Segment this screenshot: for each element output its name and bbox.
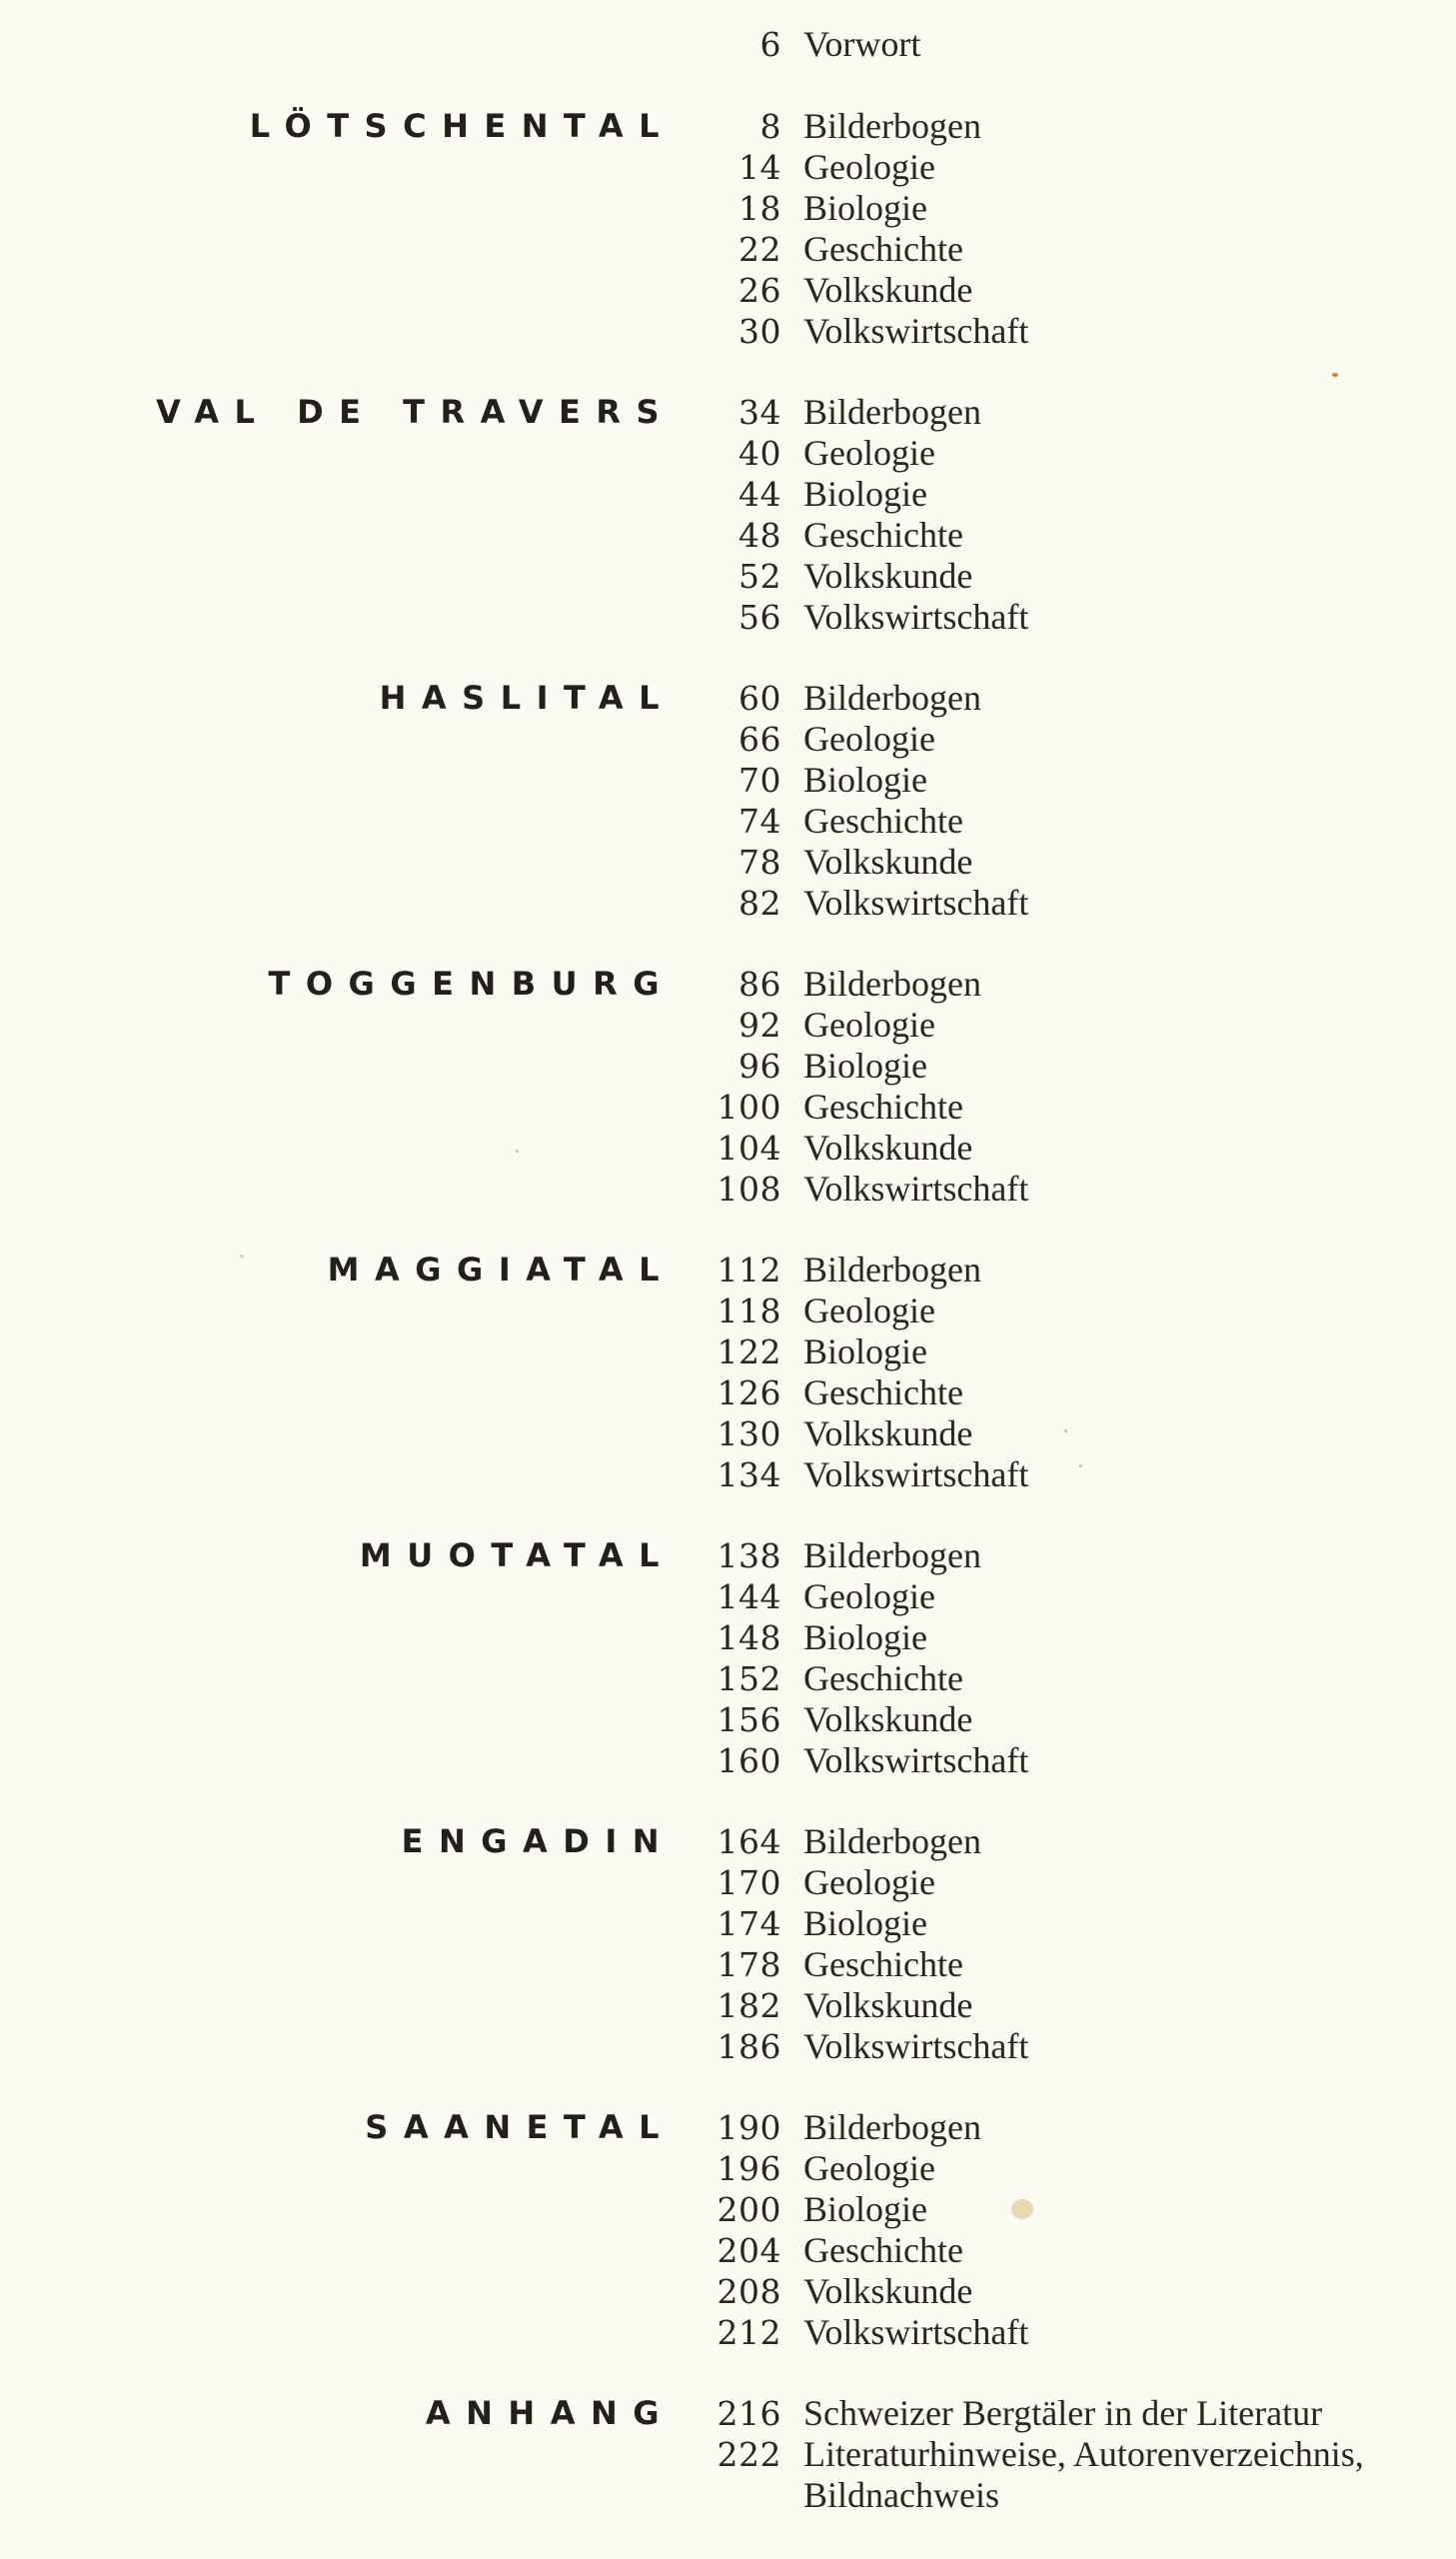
toc-page-number: 96 — [738, 1047, 781, 1086]
toc-entry — [0, 2026, 1456, 2067]
toc-entry-title: Bilderbogen — [803, 2107, 981, 2147]
paper-speck — [1079, 1464, 1082, 1467]
toc-page-number: 100 — [717, 1088, 781, 1127]
toc-page-number: 22 — [738, 230, 781, 269]
toc-entry — [0, 2312, 1456, 2353]
toc-entry — [0, 1250, 1456, 1290]
toc-entry — [0, 106, 1456, 147]
toc-entry — [0, 1985, 1456, 2026]
toc-page-number: 126 — [717, 1373, 781, 1412]
toc-page-number: 104 — [717, 1129, 781, 1168]
toc-page-number: 40 — [738, 434, 781, 473]
toc-entry — [0, 229, 1456, 270]
toc-entry — [0, 2230, 1456, 2271]
toc-entry — [0, 311, 1456, 352]
toc-page-number: 18 — [738, 189, 781, 228]
toc-entry-title: Geologie — [803, 433, 935, 473]
toc-entry — [0, 1128, 1456, 1169]
toc-entry-title: Volkswirtschaft — [803, 2312, 1029, 2352]
toc-page-number: 134 — [717, 1455, 781, 1494]
toc-page-number: 174 — [717, 1904, 781, 1943]
toc-entry-title: Geologie — [803, 147, 935, 187]
toc-page-number: 74 — [738, 802, 781, 841]
toc-page-number: 60 — [738, 679, 781, 718]
toc-entry-title: Volkskunde — [803, 1128, 973, 1168]
toc-entry — [0, 2148, 1456, 2189]
section-heading: ENGADIN — [401, 1822, 675, 1860]
toc-entry-title: Bilderbogen — [803, 1535, 981, 1575]
toc-page-number: 190 — [717, 2108, 781, 2147]
toc-page-number: 6 — [759, 25, 781, 64]
toc-entry-title: Volkskunde — [803, 1985, 973, 2025]
toc-page-number: 78 — [738, 843, 781, 882]
toc-entry-title: Geschichte — [803, 1658, 963, 1698]
toc-entry — [0, 678, 1456, 719]
toc-entry-title: Volkskunde — [803, 1699, 973, 1739]
toc-entry — [0, 842, 1456, 883]
paper-speck — [1332, 373, 1338, 377]
toc-entry-title: Bildnachweis — [803, 2475, 999, 2515]
toc-entry — [0, 1169, 1456, 1210]
toc-entry — [0, 147, 1456, 188]
toc-entry-title: Volkskunde — [803, 842, 973, 882]
toc-entry-title: Volkswirtschaft — [803, 311, 1029, 351]
toc-entry — [0, 1535, 1456, 1576]
paper-speck — [240, 1255, 244, 1258]
toc-entry — [0, 1821, 1456, 1862]
toc-page-number: 138 — [717, 1536, 781, 1575]
toc-entry-title: Biologie — [803, 1046, 927, 1086]
toc-entry — [0, 2189, 1456, 2230]
toc-page-number: 156 — [717, 1700, 781, 1739]
paper-speck — [1011, 2199, 1033, 2219]
toc-page-number: 26 — [738, 271, 781, 310]
toc-entry — [0, 474, 1456, 515]
toc-entry — [0, 1372, 1456, 1413]
toc-entry-title: Geschichte — [803, 1372, 963, 1412]
toc-entry-title: Geschichte — [803, 515, 963, 555]
toc-page-number: 186 — [717, 2027, 781, 2066]
toc-entry — [0, 964, 1456, 1005]
toc-entry — [0, 392, 1456, 433]
toc-page-number: 44 — [738, 475, 781, 514]
toc-entry — [0, 1658, 1456, 1699]
toc-entry-title: Geschichte — [803, 801, 963, 841]
toc-page-number: 216 — [717, 2394, 781, 2433]
paper-speck — [516, 1150, 519, 1153]
toc-entry-title: Volkskunde — [803, 270, 973, 310]
toc-page-number: 130 — [717, 1414, 781, 1453]
toc-entry-title: Literaturhinweise, Autorenverzeichnis, — [803, 2434, 1364, 2474]
toc-page-number: 82 — [738, 884, 781, 923]
toc-entry — [0, 188, 1456, 229]
toc-entry — [0, 1903, 1456, 1944]
section-heading: MUOTATAL — [359, 1536, 675, 1574]
toc-entry-title: Geologie — [803, 2148, 935, 2188]
toc-entry-title: Volkswirtschaft — [803, 1740, 1029, 1780]
toc-page-number: 122 — [717, 1332, 781, 1371]
toc-page-number: 48 — [738, 516, 781, 555]
toc-entry — [0, 1454, 1456, 1495]
toc-page-number: 164 — [717, 1822, 781, 1861]
toc-entry — [0, 1944, 1456, 1985]
toc-page-number: 8 — [759, 107, 781, 146]
toc-page-number: 212 — [717, 2313, 781, 2352]
toc-page-number: 92 — [738, 1006, 781, 1045]
toc-entry-title: Bilderbogen — [803, 106, 981, 146]
toc-page-number: 70 — [738, 761, 781, 800]
toc-entry — [0, 1576, 1456, 1617]
toc-page-number: 196 — [717, 2149, 781, 2188]
toc-entry-title: Geologie — [803, 1576, 935, 1616]
toc-entry — [0, 1331, 1456, 1372]
toc-page-number: 108 — [717, 1170, 781, 1209]
toc-page-number: 170 — [717, 1863, 781, 1902]
toc-entry-title: Biologie — [803, 760, 927, 800]
toc-page-number: 112 — [717, 1251, 781, 1289]
toc-entry-title: Biologie — [803, 188, 927, 228]
toc-entry — [0, 801, 1456, 842]
toc-entry-title: Geologie — [803, 1862, 935, 1902]
toc-entry — [0, 719, 1456, 760]
toc-page-number: 204 — [717, 2231, 781, 2270]
section-heading: TOGGENBURG — [268, 965, 675, 1003]
toc-entry-title: Geschichte — [803, 1944, 963, 1984]
toc-entry-title: Vorwort — [803, 24, 921, 64]
toc-entry — [0, 515, 1456, 556]
toc-entry — [0, 433, 1456, 474]
toc-entry-title: Biologie — [803, 1331, 927, 1371]
toc-entry — [0, 1290, 1456, 1331]
toc-entry-title: Geologie — [803, 719, 935, 759]
section-heading: HASLITAL — [379, 679, 675, 717]
toc-entry-title: Geologie — [803, 1290, 935, 1330]
toc-entry-title: Bilderbogen — [803, 964, 981, 1004]
toc-entry — [0, 760, 1456, 801]
toc-entry-title: Geschichte — [803, 1087, 963, 1127]
toc-entry-title: Volkskunde — [803, 2271, 973, 2311]
toc-entry-title: Volkskunde — [803, 1413, 973, 1453]
toc-entry — [0, 883, 1456, 924]
toc-page-number: 178 — [717, 1945, 781, 1984]
toc-entry — [0, 2434, 1456, 2475]
toc-page-number: 152 — [717, 1659, 781, 1698]
section-heading: LÖTSCHENTAL — [249, 107, 675, 145]
toc-entry-title: Volkswirtschaft — [803, 883, 1029, 923]
toc-page-number: 182 — [717, 1986, 781, 2025]
section-heading: SAANETAL — [365, 2108, 675, 2146]
toc-entry — [0, 597, 1456, 638]
toc-entry-title: Biologie — [803, 474, 927, 514]
toc-entry-title: Bilderbogen — [803, 1821, 981, 1861]
toc-entry — [0, 270, 1456, 311]
toc-entry-title: Bilderbogen — [803, 392, 981, 432]
toc-entry — [0, 556, 1456, 597]
toc-entry — [0, 1699, 1456, 1740]
toc-entry — [0, 1740, 1456, 1781]
toc-entry — [0, 2475, 1456, 2516]
toc-page-number: 30 — [738, 312, 781, 351]
toc-page-number: 148 — [717, 1618, 781, 1657]
toc-entry-title: Geologie — [803, 1005, 935, 1045]
toc-entry — [0, 1046, 1456, 1087]
toc-page-number: 200 — [717, 2190, 781, 2229]
toc-page-number: 118 — [717, 1291, 781, 1330]
toc-entry-title: Volkswirtschaft — [803, 1169, 1029, 1209]
toc-page-number: 144 — [717, 1577, 781, 1616]
section-heading: ANHANG — [425, 2394, 675, 2432]
section-heading: VAL DE TRAVERS — [156, 393, 675, 431]
toc-page-number: 66 — [738, 720, 781, 759]
toc-entry-title: Schweizer Bergtäler in der Literatur — [803, 2393, 1323, 2433]
paper-speck — [1064, 1429, 1067, 1432]
toc-entry-title: Volkswirtschaft — [803, 2026, 1029, 2066]
toc-page-number: 14 — [738, 148, 781, 187]
section-heading: MAGGIATAL — [327, 1251, 675, 1288]
toc-page-number: 52 — [738, 557, 781, 596]
toc-entry — [0, 1087, 1456, 1128]
toc-entry-title: Geschichte — [803, 229, 963, 269]
toc-page-number: 86 — [738, 965, 781, 1004]
toc-entry-title: Biologie — [803, 1617, 927, 1657]
toc-entry — [0, 2271, 1456, 2312]
toc-entry — [0, 1413, 1456, 1454]
toc-page-number: 34 — [738, 393, 781, 432]
toc-page-number: 208 — [717, 2272, 781, 2311]
toc-entry-title: Volkskunde — [803, 556, 973, 596]
toc-entry — [0, 1862, 1456, 1903]
toc-page-number: 160 — [717, 1741, 781, 1780]
toc-entry-title: Bilderbogen — [803, 678, 981, 718]
toc-entry — [0, 2107, 1456, 2148]
toc-entry — [0, 1005, 1456, 1046]
toc-entry-title: Geschichte — [803, 2230, 963, 2270]
toc-entry-title: Volkswirtschaft — [803, 597, 1029, 637]
toc-entry-title: Biologie — [803, 2189, 927, 2229]
toc-entry-title: Bilderbogen — [803, 1250, 981, 1289]
toc-entry-title: Biologie — [803, 1903, 927, 1943]
toc-page-number: 222 — [717, 2435, 781, 2474]
toc-entry-preface — [0, 24, 1456, 65]
toc-entry — [0, 2393, 1456, 2434]
toc-entry-title: Volkswirtschaft — [803, 1454, 1029, 1494]
toc-page-number: 56 — [738, 598, 781, 637]
toc-entry — [0, 1617, 1456, 1658]
